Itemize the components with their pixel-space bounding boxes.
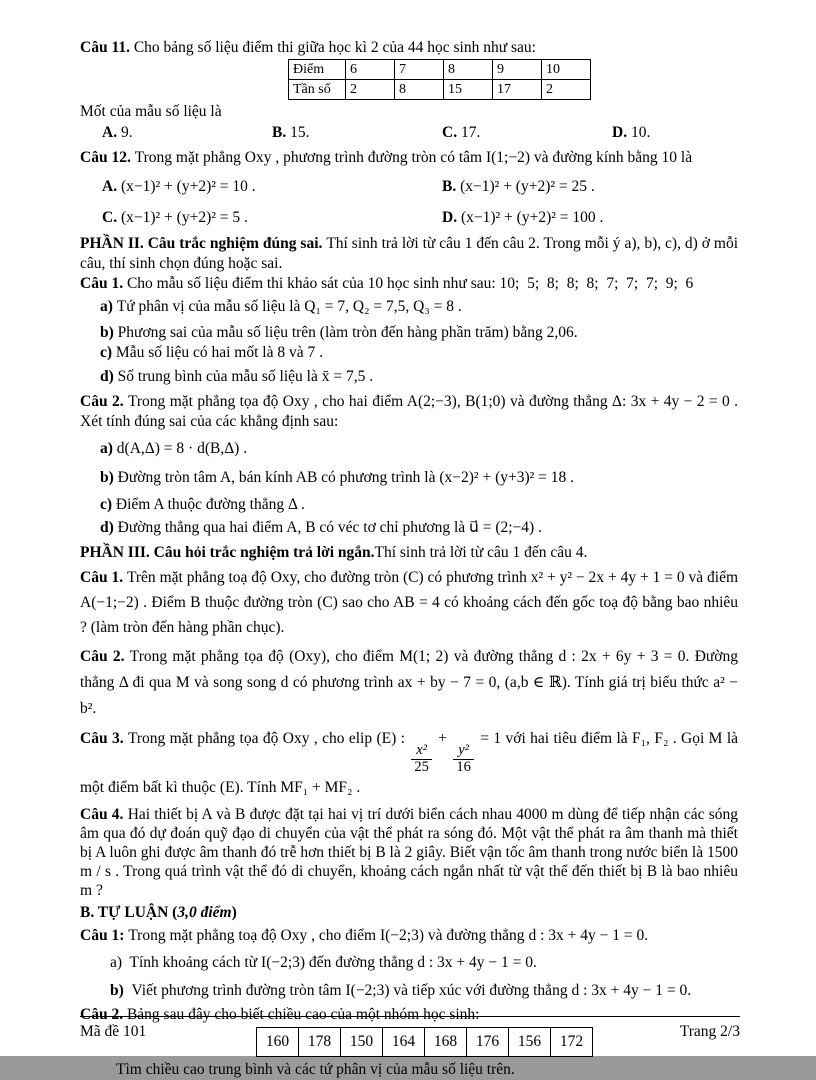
table-cell: 176 bbox=[467, 1028, 509, 1057]
table-cell: 156 bbox=[509, 1028, 551, 1057]
table-row bbox=[289, 80, 591, 100]
table-cell: 9 bbox=[493, 60, 542, 80]
option-d: D. 10. bbox=[612, 124, 651, 141]
option-b: B. (x−1)² + (y+2)² = 25 . bbox=[442, 178, 595, 195]
option-b: B. 15. bbox=[272, 124, 310, 141]
score-frequency-table bbox=[288, 59, 591, 100]
essay-question-2-stem: Câu 2. Bảng sau đây cho biết chiều cao của một nhóm học sinh: bbox=[80, 1006, 480, 1024]
question-11-options bbox=[80, 123, 738, 143]
page-footer bbox=[80, 1016, 740, 1042]
essay-q1-item-b: b) Viết phương trình đường tròn tâm I(−2;3) và tiếp xúc với đường thẳng d : 3x + 4y − 1 = 0. bbox=[110, 982, 692, 1000]
exam-code: Mã đề 101 bbox=[80, 1023, 147, 1040]
p3-question-4: Câu 4. Hai thiết bị A và B được đặt tại hai vị trí dưới biển cách nhau 4000 m dùng để tiếp nhận các sóng âm qua đó dự đoán quỹ đạo di chuyển của vật thể phát ra sóng đó. Một vật thể phát ra âm thanh mà thiết bị A luôn ghi được âm thanh đó trễ hơn thiết bị B là 2 giây. Biết vận tốc âm thanh trong nước biển là 1500 m / s . Trong quá trình vật thể đó di chuyển, khoảng cách ngắn nhất từ vật thể đến thiết bị B là bao nhiêu m ? bbox=[80, 806, 739, 900]
table-cell: 17 bbox=[493, 80, 542, 100]
p2-question-2-stem: Câu 2. Trong mặt phẳng tọa độ Oxy , cho hai điểm A(2;−3), B(1;0) và đường thẳng Δ: 3x + 4y − 2 = 0 . Xét tính đúng sai của các khẳng định sau: bbox=[80, 393, 739, 430]
question-11-stem: Câu 11. Cho bảng số liệu điểm thi giữa học kì 2 của 44 học sinh như sau: bbox=[80, 39, 536, 56]
essay-q2-prompt: Tìm chiều cao trung bình và các tứ phân vị của mẫu số liệu trên. bbox=[116, 1061, 515, 1079]
option-a: A. 9. bbox=[102, 124, 133, 141]
table-cell: 178 bbox=[299, 1028, 341, 1057]
table-cell: Điểm bbox=[289, 60, 346, 80]
p3-question-1: Câu 1. Trên mặt phẳng toạ độ Oxy, cho đường tròn (C) có phương trình x² + y² − 2x + 4y + 1 = 0 và điểm A(−1;−2) . Điểm B thuộc đường tròn (C) sao cho AB = 4 có khoảng cách đến gốc toạ độ bằng bao nhiêu ? (làm tròn đến hàng phần chục). bbox=[80, 569, 739, 636]
p3-question-2: Câu 2. Trong mặt phẳng tọa độ (Oxy), cho điểm M(1; 2) và đường thẳng d : 2x + 6y + 3 = 0. Đường thẳng Δ đi qua M và song song d có phương trình ax + by − 7 = 0, (a,b ∈ ℝ). Tính giá trị biểu thức a² − b². bbox=[80, 648, 738, 717]
question-12-stem: Câu 12. Trong mặt phẳng Oxy , phương trình đường tròn có tâm I(1;−2) và đường kính bằng 10 là bbox=[80, 149, 693, 166]
option-c: C. (x−1)² + (y+2)² = 5 . bbox=[102, 209, 248, 226]
table-cell: 168 bbox=[425, 1028, 467, 1057]
question-11-prompt: Mốt của mẫu số liệu là bbox=[80, 103, 222, 120]
fraction: $\frac{\text{x²}}{25}$ bbox=[411, 743, 432, 775]
table-cell: 164 bbox=[383, 1028, 425, 1057]
p2-q2-item-c: c) Điểm A thuộc đường thẳng Δ . bbox=[100, 496, 305, 513]
table-cell: 160 bbox=[257, 1028, 299, 1057]
table-cell: 8 bbox=[395, 80, 444, 100]
p2-q1-item-d: d) Số trung bình của mẫu số liệu là x̄ = 7,5 . bbox=[100, 368, 374, 385]
table-cell: 15 bbox=[444, 80, 493, 100]
essay-q1-item-a: a) Tính khoảng cách từ I(−2;3) đến đường thẳng d : 3x + 4y − 1 = 0. bbox=[110, 954, 537, 972]
table-cell: 10 bbox=[542, 60, 591, 80]
essay-question-1-stem: Câu 1: Trong mặt phẳng toạ độ Oxy , cho điểm I(−2;3) và đường thẳng d : 3x + 4y − 1 = 0. bbox=[80, 927, 649, 945]
option-c: C. 17. bbox=[442, 124, 481, 141]
part-2-header: PHẦN II. Câu trắc nghiệm đúng sai. Thí sinh trả lời từ câu 1 đến câu 2. Trong mỗi ý a), b), c), d) ở mỗi câu, thí sinh chọn đúng hoặc sai. bbox=[80, 235, 738, 272]
table-cell: Tần số bbox=[289, 80, 346, 100]
question-12-options-cd bbox=[80, 205, 738, 230]
document-body bbox=[80, 38, 738, 1080]
part-3-header: PHẦN III. Câu hỏi trắc nghiệm trả lời ngắn.Thí sinh trả lời từ câu 1 đến câu 4. bbox=[80, 544, 588, 561]
table-cell: 2 bbox=[542, 80, 591, 100]
question-12-options-ab bbox=[80, 174, 738, 199]
p2-q2-item-b: b) Đường tròn tâm A, bán kính AB có phương trình là (x−2)² + (y+3)² = 18 . bbox=[100, 469, 575, 486]
option-a: A. (x−1)² + (y+2)² = 10 . bbox=[102, 178, 256, 195]
table-cell: 150 bbox=[341, 1028, 383, 1057]
p2-q1-item-a: a) Tứ phân vị của mẫu số liệu là Q₁ = 7, Q₂ = 7,5, Q₃ = 8 . bbox=[100, 298, 462, 315]
table-cell: 7 bbox=[395, 60, 444, 80]
table-cell: 8 bbox=[444, 60, 493, 80]
option-d: D. (x−1)² + (y+2)² = 100 . bbox=[442, 209, 604, 226]
table-row bbox=[289, 60, 591, 80]
p3-question-3: Câu 3. Trong mặt phẳng tọa độ Oxy , cho elip (E) : $\frac{\text{x²}}{25}$ + $\frac{\text{y²}}{16}$ = 1 với hai tiêu điểm là F₁, F₂ . Gọi M là một điểm bất kì thuộc (E). Tính MF₁ + MF₂ . bbox=[80, 730, 739, 797]
p2-q1-item-b: b) Phương sai của mẫu số liệu trên (làm tròn đến hàng phần trăm) bằng 2,06. bbox=[100, 324, 578, 341]
fraction: $\frac{\text{y²}}{16}$ bbox=[453, 743, 474, 775]
p2-q2-item-d: d) Đường thẳng qua hai điểm A, B có véc tơ chỉ phương là u⃗ = (2;−4) . bbox=[100, 519, 542, 536]
page-number: Trang 2/3 bbox=[679, 1023, 740, 1040]
p2-question-1-stem: Câu 1. Cho mẫu số liệu điểm thi khảo sát của 10 học sinh như sau: 10; 5; 8; 8; 8; 7; 7; 7; 9; 6 bbox=[80, 275, 694, 292]
table-cell: 172 bbox=[551, 1028, 593, 1057]
part-b-header: B. TỰ LUẬN (3,0 điểm) bbox=[80, 904, 237, 922]
p2-q2-item-a: a) d(A,Δ) = 8 · d(B,Δ) . bbox=[100, 440, 248, 457]
table-cell: 2 bbox=[346, 80, 395, 100]
p2-q1-item-c: c) Mẫu số liệu có hai mốt là 8 và 7 . bbox=[100, 344, 323, 361]
table-cell: 6 bbox=[346, 60, 395, 80]
